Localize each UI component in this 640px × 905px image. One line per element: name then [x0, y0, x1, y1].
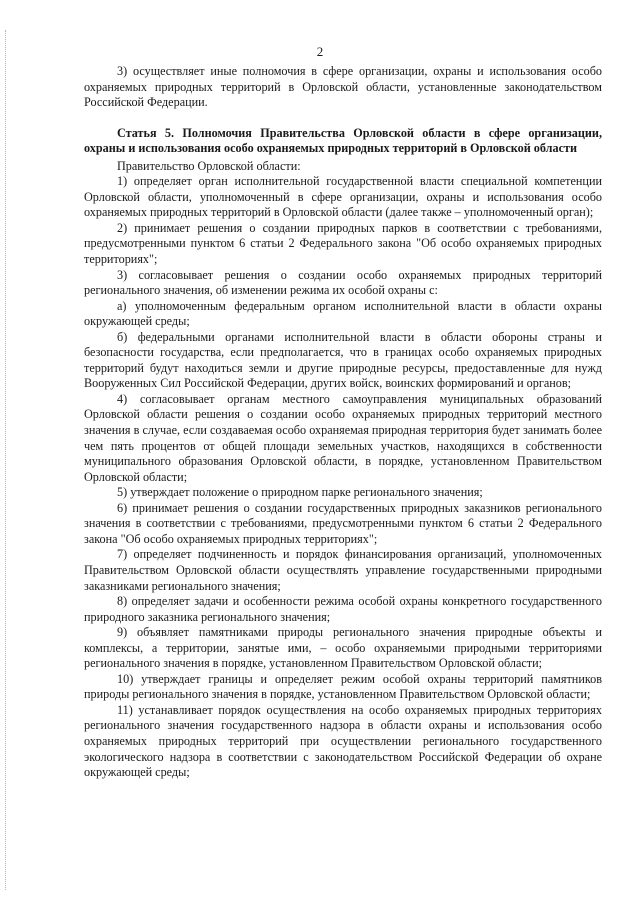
paragraph-item-3-previous-article: 3) осуществляет иные полномочия в сфере организации, охраны и использования особо охраняемых природных территорий в Орловской области, установленные законодательством Российской Федерации. — [84, 64, 602, 110]
paragraph-item-8: 8) определяет задачи и особенности режима особой охраны конкретного государственного природного заказника регионального значения; — [84, 594, 602, 624]
paragraph-subitem-a: а) уполномоченным федеральным органом исполнительной власти в области охраны окружающей среды; — [84, 298, 602, 329]
scan-edge-mark — [5, 30, 7, 890]
paragraph-item-2: 2) принимает решения о создании природных парков в соответствии с требованиями, предусмотренными пунктом 6 статьи 2 Федерального закона "Об особо охраняемых природных территориях"; — [84, 220, 602, 267]
paragraph-item-10: 10) утверждает границы и определяет режим особой охраны территорий памятников природы регионального значения в порядке, установленном Правительством Орловской области; — [84, 671, 602, 702]
paragraph-item-5: 5) утверждает положение о природном парке регионального значения; — [117, 485, 483, 500]
paragraph-item-6: 6) принимает решения о создании государственных природных заказников регионального значения в соответствии с требованиями, предусмотренными пунктом 6 статьи 2 Федерального закона "Об особо охраняемых природных территориях"; — [84, 500, 602, 546]
paragraph-item-4: 4) согласовывает органам местного самоуправления муниципальных образований Орловской области решения о создании особо охраняемых природных территорий местного значения в случае, если создаваемая особо охраняемая природная территория будет занимать более чем пять процентов от общей площади земельных участков, находящихся в собственности муниципального образования Орловской области, в порядке, установленном Правительством Орловской области; — [84, 391, 602, 484]
paragraph-item-11: 11) устанавливает порядок осуществления на особо охраняемых природных территориях регионального значения государственного надзора в области охраны и использования особо охраняемых природных территорий при осуществлении регионального государственного экологического надзора в соответствии с законодательством Российской Федерации об охране окружающей среды; — [84, 702, 602, 780]
paragraph-item-7: 7) определяет подчиненность и порядок финансирования организаций, уполномоченных Правительством Орловской области осуществлять управление государственными природными заказниками регионального значения; — [84, 547, 602, 593]
article-5-heading: Статья 5. Полномочия Правительства Орловской области в сфере организации, охраны и использования особо охраняемых природных территорий в Орловской области — [84, 125, 602, 156]
paragraph-item-3: 3) согласовывает решения о создании особо охраняемых природных территорий регионального значения, об изменении режима их особой охраны с: — [84, 267, 602, 298]
paragraph-subitem-b: б) федеральными органами исполнительной власти в области обороны страны и безопасности государства, если предполагается, что в границах особо охраняемых природных территорий будут находиться земли и другие природные ресурсы, предоставленные для нужд Вооруженных Сил Российской Федерации, других войск, воинских формирований и органов; — [84, 329, 602, 391]
document-body — [84, 64, 602, 781]
page-number: 2 — [316, 44, 324, 59]
paragraph-item-9: 9) объявляет памятниками природы регионального значения природные объекты и комплексы, а территории, занятые ими, – особо охраняемыми природными территориями регионального значения в порядке, установленном Правительством Орловской области; — [84, 625, 602, 671]
article-lead: Правительство Орловской области: — [117, 158, 301, 173]
paragraph-item-1: 1) определяет орган исполнительной государственной власти специальной компетенции Орловской области, уполномоченный в сфере организации, охраны и использования особо охраняемых природных территорий в Орловской области (далее также – уполномоченный орган); — [84, 174, 602, 220]
